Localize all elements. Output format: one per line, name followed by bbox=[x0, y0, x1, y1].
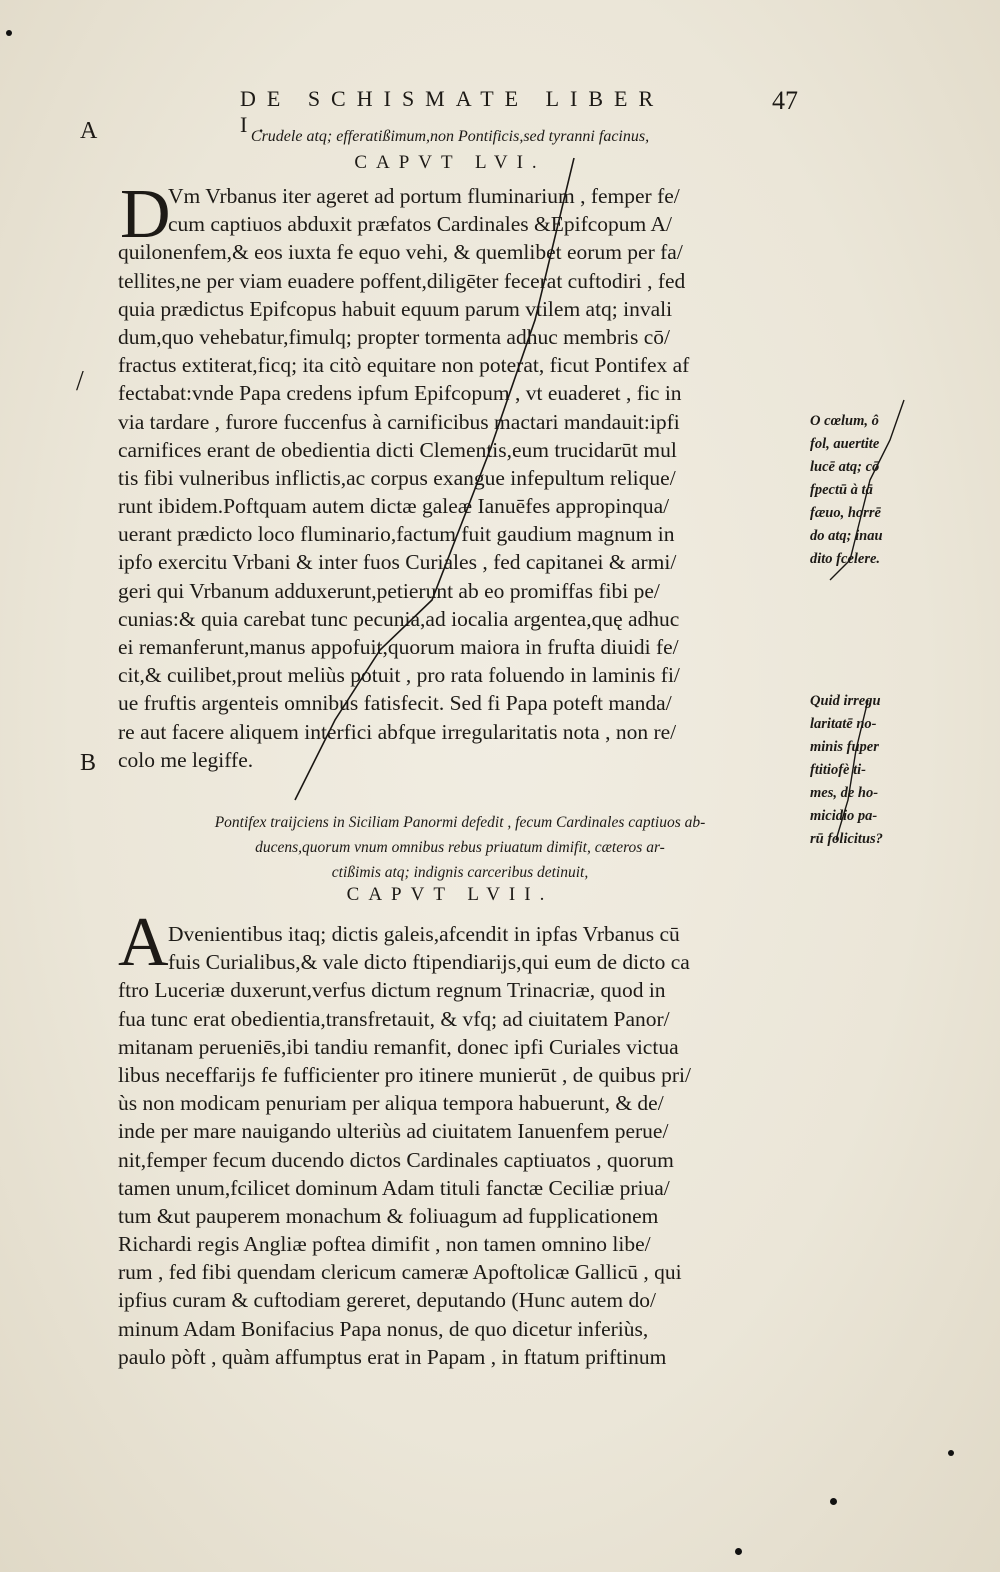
note-line: Quid irregu bbox=[810, 693, 881, 709]
ink-spot bbox=[6, 30, 12, 36]
text-line: ipfo exercitu Vrbani & inter fuos Curiales , fed capitanei & armi/ bbox=[118, 550, 677, 575]
text-line: geri qui Vrbanum adduxerunt,petierunt ab eo promiffas fibi pe/ bbox=[118, 578, 660, 603]
drop-cap-a: A bbox=[118, 904, 169, 981]
text-line: minum Adam Bonifacius Papa nonus, de quo dicetur inferiùs, bbox=[118, 1316, 649, 1341]
text-line: colo me legiffe. bbox=[118, 747, 254, 772]
note-line: mes, de ho- bbox=[810, 785, 879, 801]
text-line: mitanam perueniēs,ibi tandiu remanfit, donec ipfi Curiales victua bbox=[118, 1034, 679, 1059]
text-line: nit,femper fecum ducendo dictos Cardinales captiuatos , quorum bbox=[118, 1147, 674, 1172]
text-line: fua tunc erat obedientia,transfretauit, & vfq; ad ciuitatem Panor/ bbox=[118, 1006, 670, 1031]
text-line: cunias:& quia carebat tunc pecunia,ad iocalia argentea,quę adhuc bbox=[118, 606, 680, 631]
text-line: Vm Vrbanus iter ageret ad portum fluminarium , femper fe/ bbox=[168, 184, 680, 208]
text-line: ei remanferunt,manus appofuit,quorum maiora in frufta diuidi fe/ bbox=[118, 635, 679, 659]
note-line: minis fuper bbox=[810, 739, 879, 755]
ink-spot bbox=[735, 1548, 742, 1555]
margin-slash-mark: / bbox=[76, 366, 84, 397]
chapter-57-heading: CAPVT LVII. bbox=[346, 884, 554, 905]
ink-spot bbox=[830, 1498, 837, 1505]
text-line: Dvenientibus itaq; dictis galeis,afcendit in ipfas Vrbanus cū bbox=[168, 922, 680, 946]
text-line: re aut facere aliquem interfici abfque irregularitatis nota , non re/ bbox=[118, 719, 677, 744]
text-line: uerant prædicto loco fluminario,factum fuit gaudium magnum in bbox=[118, 522, 675, 547]
text-line: ftro Luceriæ duxerunt,verfus dictum regnum Trinacriæ, quod in bbox=[118, 978, 666, 1003]
text-line: tis fibi vulneribus inflictis,ac corpus exangue infepultum relique/ bbox=[118, 465, 676, 490]
chapter-57-body bbox=[118, 920, 808, 1371]
text-line: via tardare , furore fuccenfus à carnificibus mactari mandauit:ipfi bbox=[118, 409, 680, 434]
note-line: fol, auertite bbox=[810, 436, 880, 452]
text-line: ùs non modicam penuriam per aliqua tempora habuerunt, & de/ bbox=[118, 1091, 664, 1116]
text-line: runt ibidem.Poftquam autem dictæ galeæ Ianuēfes appropinqua/ bbox=[118, 494, 670, 519]
chapter-57-caption bbox=[160, 810, 760, 885]
chapter-56-body bbox=[118, 176, 808, 774]
text-line: dum,quo vehebatur,fimulq; propter tormenta adhuc membris cō/ bbox=[118, 324, 671, 349]
caption-line: Pontifex traijciens in Siciliam Panormi defedit , fecum Cardinales captiuos ab- bbox=[214, 814, 706, 831]
caption-line: ducens,quorum vnum omnibus rebus priuatum dimifit, cæteros ar- bbox=[255, 839, 665, 856]
text-line: libus neceffarijs fe fufficienter pro itinere munierūt , de quibus pri/ bbox=[118, 1062, 691, 1087]
note-line: laritatē no- bbox=[810, 716, 877, 732]
margin-letter-a: A bbox=[80, 118, 98, 144]
text-line: rum , fed fibi quendam clericum cameræ Apoftolicæ Gallicū , qui bbox=[118, 1260, 682, 1285]
margin-letter-b: B bbox=[80, 750, 97, 776]
chapter-56-caption bbox=[180, 124, 720, 149]
chapter-56-heading: CAPVT LVI. bbox=[354, 152, 546, 173]
text-line: carnifices erant de obedientia dicti Clementis,eum trucidarūt mul bbox=[118, 437, 677, 462]
note-line: dito fcelere. bbox=[810, 551, 881, 567]
text-line: paulo pòft , quàm affumptus erat in Papam , in ftatum priftinum bbox=[118, 1344, 667, 1369]
text-line: ue fruftis argenteis omnibus fatisfecit. Sed fi Papa poteft manda/ bbox=[118, 691, 672, 716]
note-line: fpectū à tā bbox=[810, 482, 873, 498]
text-line: inde per mare nauigando ulteriùs ad ciuitatem Ianuenfem perue/ bbox=[118, 1119, 669, 1144]
note-line: fæuo, horrē bbox=[810, 505, 881, 521]
text-line: tum &ut pauperem monachum & foliuagum ad fupplicationem bbox=[118, 1203, 659, 1228]
text-line: fractus extiterat,ficq; ita citò equitare non poterat, ficut Pontifex af bbox=[118, 353, 690, 378]
note-line: O cœlum, ô bbox=[810, 413, 879, 429]
note-line: ftitiofè ti- bbox=[810, 762, 866, 778]
caption-line: ctißimis atq; indignis carceribus detinuit, bbox=[331, 864, 589, 881]
margin-note-2 bbox=[810, 690, 883, 851]
text-line: tellites,ne per viam euadere poffent,diligēter fecerat cuftodiri , fed bbox=[118, 268, 686, 293]
text-line: fuis Curialibus,& vale dicto ftipendiarijs,qui eum de dicto ca bbox=[168, 950, 690, 975]
note-line: micidio pa- bbox=[810, 808, 878, 824]
note-line: do atq; inau bbox=[810, 528, 883, 544]
running-title: DE SCHISMATE LIBER I. bbox=[240, 86, 665, 137]
margin-note-1 bbox=[810, 410, 883, 571]
caption-line: Crudele atq; efferatißimum,non Pontificis,sed tyranni facinus, bbox=[250, 128, 650, 145]
page-number: 47 bbox=[772, 86, 798, 115]
text-line: ipfius curam & cuftodiam gereret, deputando (Hunc autem do/ bbox=[118, 1288, 656, 1313]
text-line: quilonenfem,& eos iuxta fe equo vehi, & quemlibet eorum per fa/ bbox=[118, 240, 683, 265]
text-line: Richardi regis Angliæ poftea dimifit , non tamen omnino libe/ bbox=[118, 1232, 651, 1257]
text-line: fectabat:vnde Papa credens ipfum Epifcopum , vt euaderet , fic in bbox=[118, 381, 682, 406]
note-line: rū folicitus? bbox=[810, 831, 883, 847]
text-line: quia prædictus Epifcopus habuit equum parum vtilem atq; invali bbox=[118, 296, 673, 321]
text-line: cum captiuos abduxit præfatos Cardinales &Epifcopum A/ bbox=[168, 212, 672, 237]
drop-cap-d: D bbox=[120, 176, 171, 253]
ink-spot bbox=[948, 1450, 954, 1456]
text-line: cit,& cuilibet,prout meliùs potuit , pro rata foluendo in laminis fi/ bbox=[118, 663, 680, 688]
text-line: tamen unum,fcilicet dominum Adam tituli fanctæ Ceciliæ priua/ bbox=[118, 1175, 670, 1200]
note-line: lucē atq; cō bbox=[810, 459, 880, 475]
